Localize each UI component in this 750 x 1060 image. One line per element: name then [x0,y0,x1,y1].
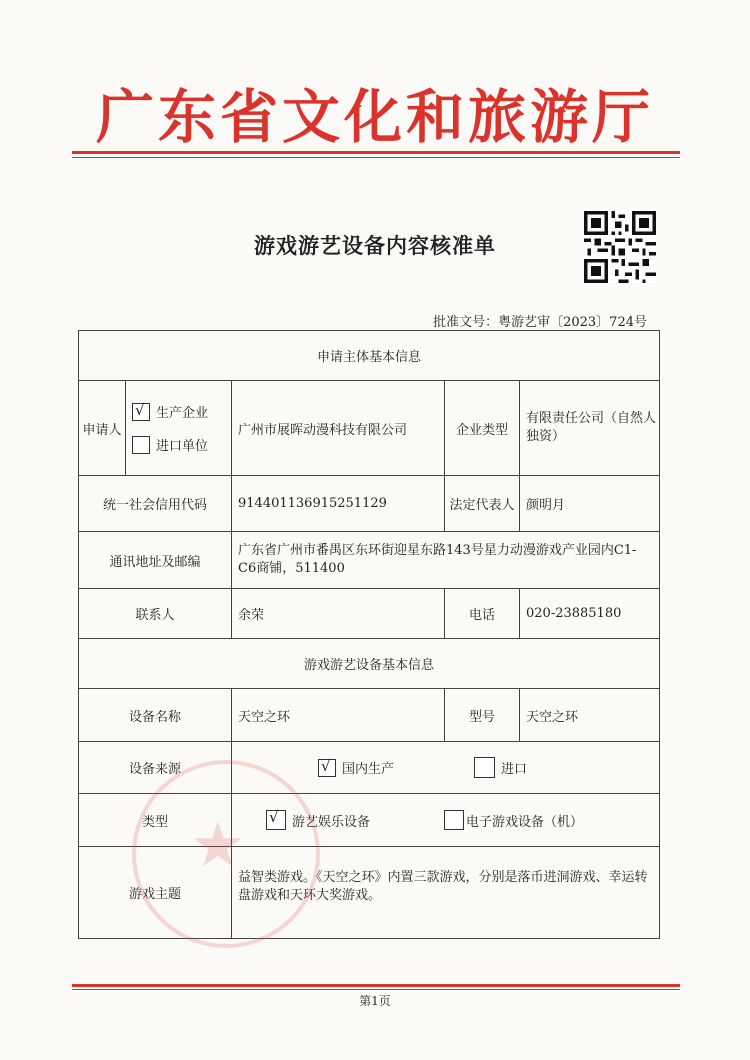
approval-form-table [78,330,660,939]
import-checkbox[interactable] [474,757,495,778]
credit-code-label: 统一社会信用代码 [78,475,231,531]
producer-label: 生产企业 [156,406,209,421]
domestic-option [318,758,394,777]
company-name: 广州市展晖动漫科技有限公司 [231,380,444,475]
approval-number: 批准文号：粤游艺审〔2023〕724号 [433,315,647,330]
footer-rule-thin [72,989,680,990]
page-number: 第1页 [359,994,391,1008]
seal-star-icon: ★ [190,808,246,881]
producer-option [132,402,208,421]
import-label: 进口 [501,762,528,777]
source-label: 设备来源 [78,741,231,793]
device-name-label: 设备名称 [78,688,231,741]
theme-value: 益智类游戏。《天空之环》内置三款游戏，分别是落币进洞游戏、幸运转盘游戏和天环大奖游戏。 [231,846,659,938]
credit-code-value: 914401136915251129 [231,475,444,531]
enterprise-type-value: 有限责任公司（自然人独资） [519,380,659,475]
domestic-label: 国内生产 [342,762,395,777]
device-section-heading: 游戏游艺设备基本信息 [78,638,659,688]
device-type-label: 类型 [78,793,231,846]
legal-rep-label: 法定代表人 [444,475,519,531]
importer-option [132,435,208,454]
document-title: 游戏游艺设备内容核准单 [254,234,496,258]
domestic-checkbox[interactable]: √ [318,759,336,777]
import-option [474,757,527,778]
producer-checkbox[interactable]: √ [132,403,150,421]
phone-value: 020-23885180 [519,588,659,638]
applicant-type-options [125,380,231,475]
address-label: 通讯地址及邮编 [78,531,231,588]
contact-label: 联系人 [78,588,231,638]
electronic-option [444,810,583,830]
footer-rule-thick [72,984,680,987]
electronic-label: 电子游戏设备（机） [466,814,584,830]
legal-rep-value: 颜明月 [519,475,659,531]
importer-label: 进口单位 [156,439,209,454]
address-value: 广东省广州市番禺区东环街迎星东路143号星力动漫游戏产业园内C1-C6商铺，511400 [231,531,659,588]
source-options [231,741,659,793]
header-rule-thin [72,157,680,158]
applicant-section-heading: 申请主体基本信息 [78,330,659,380]
electronic-checkbox[interactable] [444,810,464,830]
amusement-option [266,810,370,830]
agency-header: 广东省文化和旅游厅 [95,83,654,151]
header-rule-thick [72,151,680,154]
model-label: 型号 [444,688,519,741]
enterprise-type-label: 企业类型 [444,380,519,475]
qr-code-icon [584,211,656,283]
applicant-label: 申请人 [78,380,125,475]
model-value: 天空之环 [519,688,659,741]
phone-label: 电话 [444,588,519,638]
theme-label: 游戏主题 [78,846,231,938]
device-type-options [231,793,659,846]
importer-checkbox[interactable] [132,436,150,454]
device-name-value: 天空之环 [231,688,444,741]
amusement-checkbox[interactable]: √ [266,810,286,830]
contact-value: 余荣 [231,588,444,638]
amusement-label: 游艺娱乐设备 [292,814,371,830]
